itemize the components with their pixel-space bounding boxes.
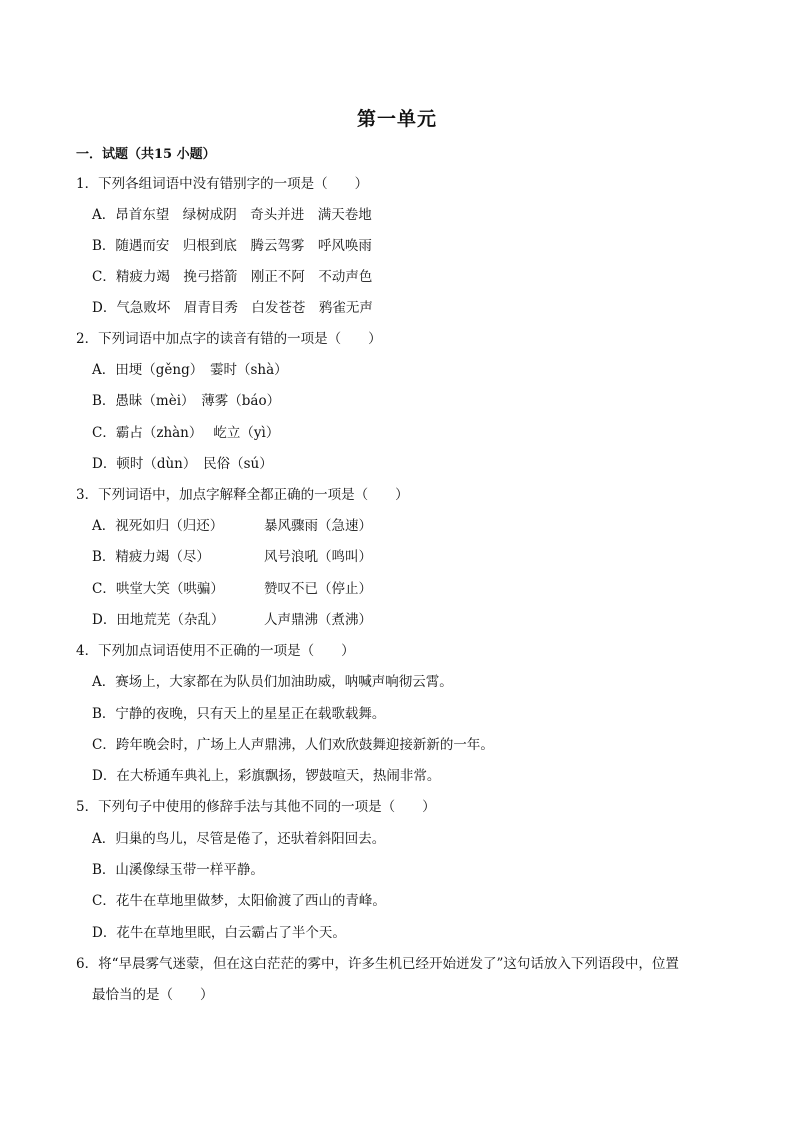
question-2-option-a: A．田埂（gěng） 霎时（shà） [92, 362, 288, 378]
page-title: 第一单元 [356, 108, 437, 130]
question-4-option-d: D．在大桥通车典礼上，彩旗飘扬，锣鼓喧天，热闹非常。 [92, 768, 441, 784]
question-3-option-c: C．哄堂大笑（哄骗） [92, 581, 224, 597]
question-2-option-c: C．霸占（zhàn） 屹立（yì） [92, 425, 280, 441]
question-3-option-d-second: 人声鼎沸（煮沸） [264, 612, 372, 628]
question-1-stem: 1．下列各组词语中没有错别字的一项是（ ） [76, 176, 369, 192]
question-3-option-b: B．精疲力竭（尽） [92, 549, 210, 565]
question-2-option-b: B．愚昧（mèi） 薄雾（báo） [92, 393, 281, 409]
question-3-stem: 3．下列词语中，加点字解释全都正确的一项是（ ） [76, 487, 409, 503]
question-4-option-b: B．宁静的夜晚，只有天上的星星正在载歌载舞。 [92, 706, 386, 722]
question-1-option-b: B．随遇而安 归根到底 腾云驾雾 呼风唤雨 [92, 238, 372, 254]
question-4-option-c: C．跨年晚会时，广场上人声鼎沸，人们欢欣鼓舞迎接新新的一年。 [92, 737, 494, 753]
question-1-option-d: D．气急败坏 眉青目秀 白发苍苍 鸦雀无声 [92, 300, 373, 316]
question-5-stem: 5．下列句子中使用的修辞手法与其他不同的一项是（ ） [76, 799, 436, 815]
question-4-option-a: A．赛场上，大家都在为队员们加油助威，呐喊声响彻云霄。 [92, 674, 453, 690]
question-6-stem: 6．将“早晨雾气迷蒙，但在这白茫茫的雾中，许多生机已经开始迸发了”这句话放入下列语段中，位置 [76, 956, 679, 972]
question-3-option-c-second: 赞叹不已（停止） [264, 581, 372, 597]
question-5-option-a: A．归巢的鸟儿，尽管是倦了，还驮着斜阳回去。 [92, 831, 386, 847]
question-6-stem-continued: 最恰当的是（ ） [92, 987, 214, 1003]
question-5-option-c: C．花牛在草地里做梦，太阳偷渡了西山的青峰。 [92, 893, 386, 909]
question-5-option-d: D．花牛在草地里眠，白云霸占了半个天。 [92, 925, 346, 941]
question-3-option-b-second: 风号浪吼（鸣叫） [264, 549, 372, 565]
question-1-option-a: A．昂首东望 绿树成阴 奇头并进 满天卷地 [92, 207, 372, 223]
question-2-stem: 2．下列词语中加点字的读音有错的一项是（ ） [76, 331, 382, 347]
question-3-option-a-second: 暴风骤雨（急速） [264, 518, 372, 534]
question-3-option-a: A．视死如归（归还） [92, 518, 224, 534]
question-5-option-b: B．山溪像绿玉带一样平静。 [92, 862, 264, 878]
question-4-stem: 4．下列加点词语使用不正确的一项是（ ） [76, 643, 355, 659]
question-3-option-d: D．田地荒芜（杂乱） [92, 612, 225, 628]
question-2-option-d: D．顿时（dùn） 民俗（sú） [92, 456, 273, 472]
question-1-option-c: C．精疲力竭 挽弓搭箭 刚正不阿 不动声色 [92, 269, 373, 285]
section-heading: 一．试题（共15 小题） [76, 147, 216, 162]
